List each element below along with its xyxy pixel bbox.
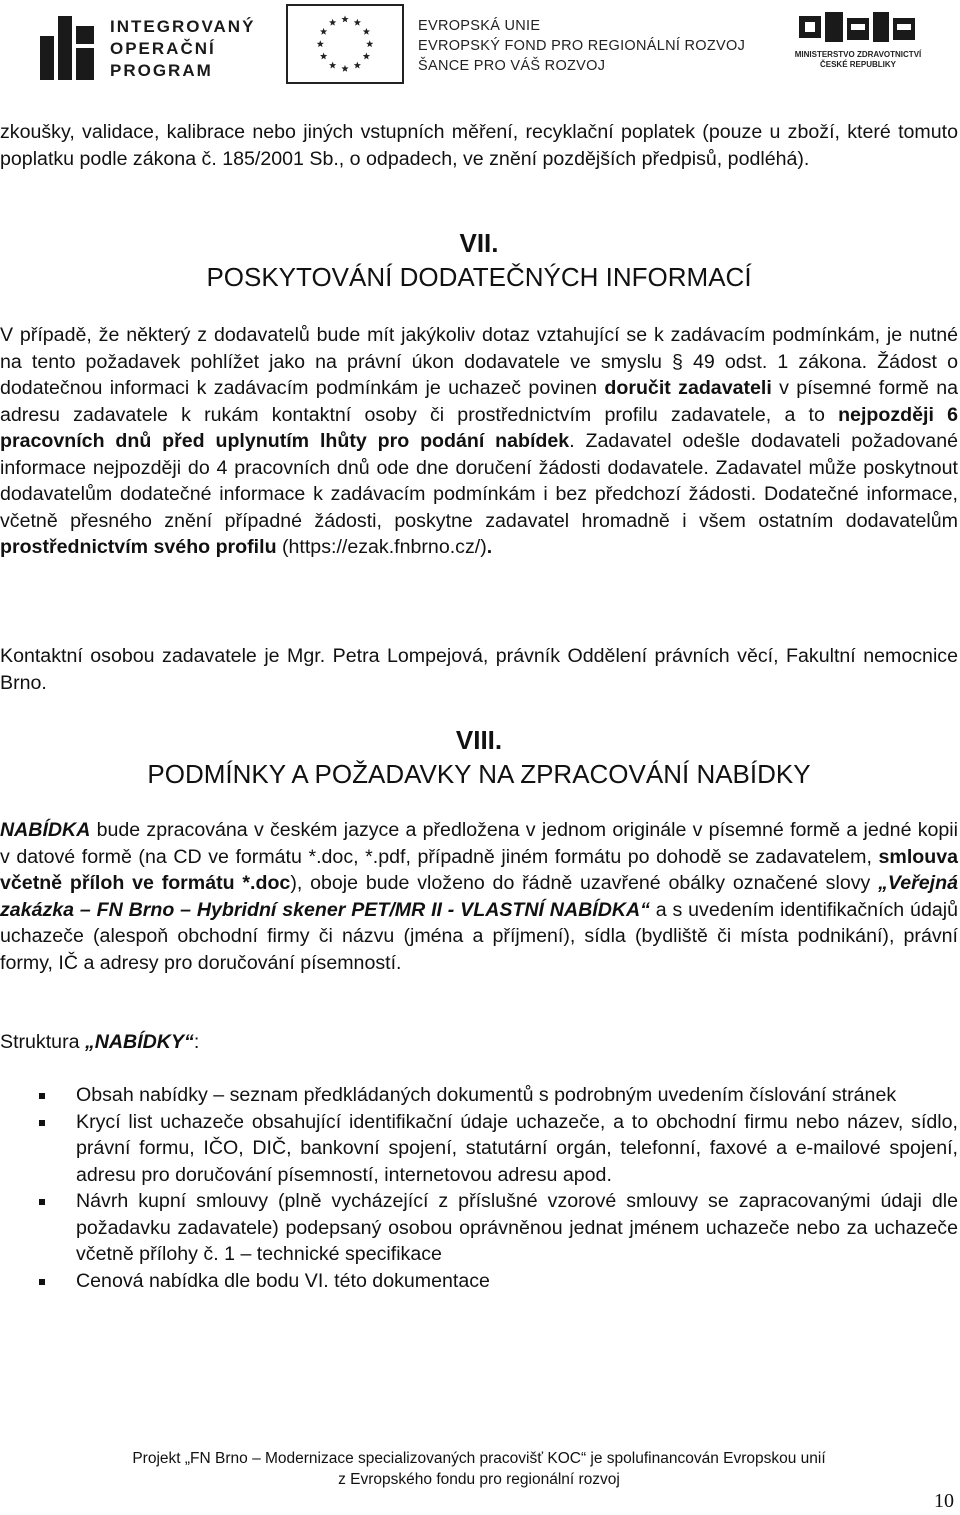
section-7-number: VII. <box>459 228 499 258</box>
eu-line-3: ŠANCE PRO VÁŠ ROZVOJ <box>418 58 606 74</box>
list-item <box>0 1268 958 1295</box>
list-item-text: Obsah nabídky – seznam předkládaných dokumentů s podrobným uvedením číslování stránek <box>76 1084 897 1106</box>
list-item <box>0 1109 958 1189</box>
eu-star-icon <box>341 16 348 23</box>
iop-line-2: OPERAČNÍ <box>110 39 216 58</box>
eu-star-icon <box>329 62 336 69</box>
text-run: . Zadavatel odešle dodavateli požadované informace nejpozději do 4 pracovních dnů ode dne doručení žádosti dodavatele. Zadavatel může poskytnout dodavatelům dodatečné informace k zadávacím podmínkám i bez předchozí žádosti. Dodatečné informace, včetně přesného znění případné žádosti, poskytne zadavatel hromadně i všem ostatním dodavatelům <box>0 430 959 532</box>
section-8-number: VIII. <box>455 725 503 755</box>
text-run: . <box>486 536 493 558</box>
footer-line-1: Projekt „FN Brno – Modernizace specializovaných pracovišť KOC“ je spolufinancován Evropskou unií <box>132 1450 826 1467</box>
eu-star-icon <box>363 28 370 35</box>
structure-list <box>0 1082 958 1294</box>
iop-logo-mark <box>40 16 96 80</box>
emphasis-deadline: nejpozději 6 pracovních dnů před uplynutím lhůty pro podání nabídek <box>0 403 958 452</box>
page-number: 10 <box>934 1490 954 1512</box>
iop-line-1: INTEGROVANÝ <box>110 17 256 36</box>
list-item-text: Návrh kupní smlouvy (plně vycházející z příslušné vzorové smlouvy se zapracovanými údaji dle požadavku zadavatele) podepsaný osobou oprávněnou jednat jménem uchazeče nebo za uchazeče včetně přílohy č. 1 – technické specifikace <box>76 1190 958 1265</box>
mzcr-logo-mark <box>793 10 923 46</box>
bullet-icon <box>39 1199 45 1205</box>
mzcr-logo-text <box>793 50 923 70</box>
eu-star-icon <box>354 19 361 26</box>
section-7-paragraph-1 <box>0 322 958 561</box>
bullet-icon <box>39 1120 45 1126</box>
eu-logo-text <box>418 16 745 76</box>
text-run: : <box>193 1031 200 1053</box>
text-run: ), oboje bude vloženo do řádně uzavřené obálky označené slovy <box>290 872 879 894</box>
iop-logo-text <box>110 16 255 82</box>
section-8-title: PODMÍNKY A POŽADAVKY NA ZPRACOVÁNÍ NABÍDKY <box>147 759 811 789</box>
text-run: Struktura <box>0 1031 85 1053</box>
emphasis-offer: NABÍDKA <box>0 819 91 841</box>
bullet-icon <box>39 1093 45 1099</box>
text-run: v písemné formě na adresu zadavatele k rukám kontaktní osoby či prostřednictvím profilu zadavatele, a to <box>0 377 958 426</box>
eu-star-icon <box>366 40 373 47</box>
text-run: a s uvedením identifikačních údajů uchazeče (alespoň obchodní firmy či názvu (jména a příjmení), sídla (bydliště či místa podnikání), právní formy, IČ a adresy pro doručování písemností. <box>0 898 958 974</box>
iop-logo <box>40 12 256 84</box>
emphasis-contract: smlouva včetně příloh ve formátu *.doc <box>0 845 958 894</box>
list-item <box>0 1082 958 1109</box>
eu-star-icon <box>354 62 361 69</box>
structure-label <box>0 1029 958 1056</box>
section-7-heading <box>0 226 958 294</box>
profile-url: (https://ezak.fnbrno.cz/) <box>276 536 487 558</box>
emphasis-offers: „NABÍDKY“ <box>84 1031 194 1053</box>
eu-star-icon <box>363 53 370 60</box>
eu-line-1: EVROPSKÁ UNIE <box>418 18 541 34</box>
section-7-paragraph-2: Kontaktní osobou zadavatele je Mgr. Petra Lompejová, právník Oddělení právních věcí, Fakultní nemocnice Brno. <box>0 645 958 694</box>
section-7-title: POSKYTOVÁNÍ DODATEČNÝCH INFORMACÍ <box>206 262 752 292</box>
eu-line-2: EVROPSKÝ FOND PRO REGIONÁLNÍ ROZVOJ <box>418 38 746 54</box>
emphasis-deliver: doručit zadavateli <box>604 377 772 399</box>
emphasis-profile: prostřednictvím svého profilu <box>0 536 277 558</box>
text-run: bude zpracována v českém jazyce a předložena v jednom originále v písemné formě a jedné kopii v datové formě (na CD ve formátu *.doc, *.pdf, případně jiném formátu po dohodě se zadavatelem, <box>0 819 958 868</box>
section-8-heading <box>0 723 958 791</box>
bullet-icon <box>39 1279 45 1285</box>
list-item-text: Krycí list uchazeče obsahující identifikační údaje uchazeče, a to obchodní firmu nebo název, sídlo, právní formu, IČO, DIČ, bankovní spojení, statutární orgán, telefonní, faxové a e-mailové spojení, adresu pro doručování písemností, internetovou adresu apod. <box>76 1110 958 1186</box>
page-header <box>0 0 960 100</box>
intro-paragraph: zkoušky, validace, kalibrace nebo jiných vstupních měření, recyklační poplatek (pouze u zboží, které tomuto poplatku podle zákona č. 185/2001 Sb., o odpadech, ve znění pozdějších předpisů, podléhá). <box>0 121 958 170</box>
eu-star-icon <box>329 19 336 26</box>
list-item-text: Cenová nabídka dle bodu VI. této dokumentace <box>76 1269 490 1292</box>
eu-star-icon <box>320 53 327 60</box>
mzcr-line-1: MINISTERSTVO ZDRAVOTNICTVÍ <box>794 50 922 59</box>
list-item <box>0 1188 958 1268</box>
section-8-paragraph-1 <box>0 817 958 976</box>
eu-flag-icon <box>286 4 404 84</box>
page-footer <box>0 1448 958 1490</box>
mzcr-logo <box>793 10 923 80</box>
eu-star-icon <box>320 28 327 35</box>
eu-star-icon <box>317 40 324 47</box>
text-run: V případě, že některý z dodavatelů bude mít jakýkoliv dotaz vztahující se k zadávacím podmínkám, je nutné na tento požadavek pohlížet jako na právní úkon dodavatele ve smyslu § 49 odst. 1 zákona. Žádost o dodatečnou informaci k zadávacím podmínkám je uchazeč povinen <box>0 324 958 399</box>
eu-star-icon <box>341 65 348 72</box>
mzcr-line-2: ČESKÉ REPUBLIKY <box>819 60 896 69</box>
footer-line-2: z Evropského fondu pro regionální rozvoj <box>338 1471 620 1488</box>
iop-line-3: PROGRAM <box>110 61 213 80</box>
emphasis-envelope-label: „Veřejná zakázka – FN Brno – Hybridní skener PET/MR II - VLASTNÍ NABÍDKA“ <box>0 872 958 921</box>
